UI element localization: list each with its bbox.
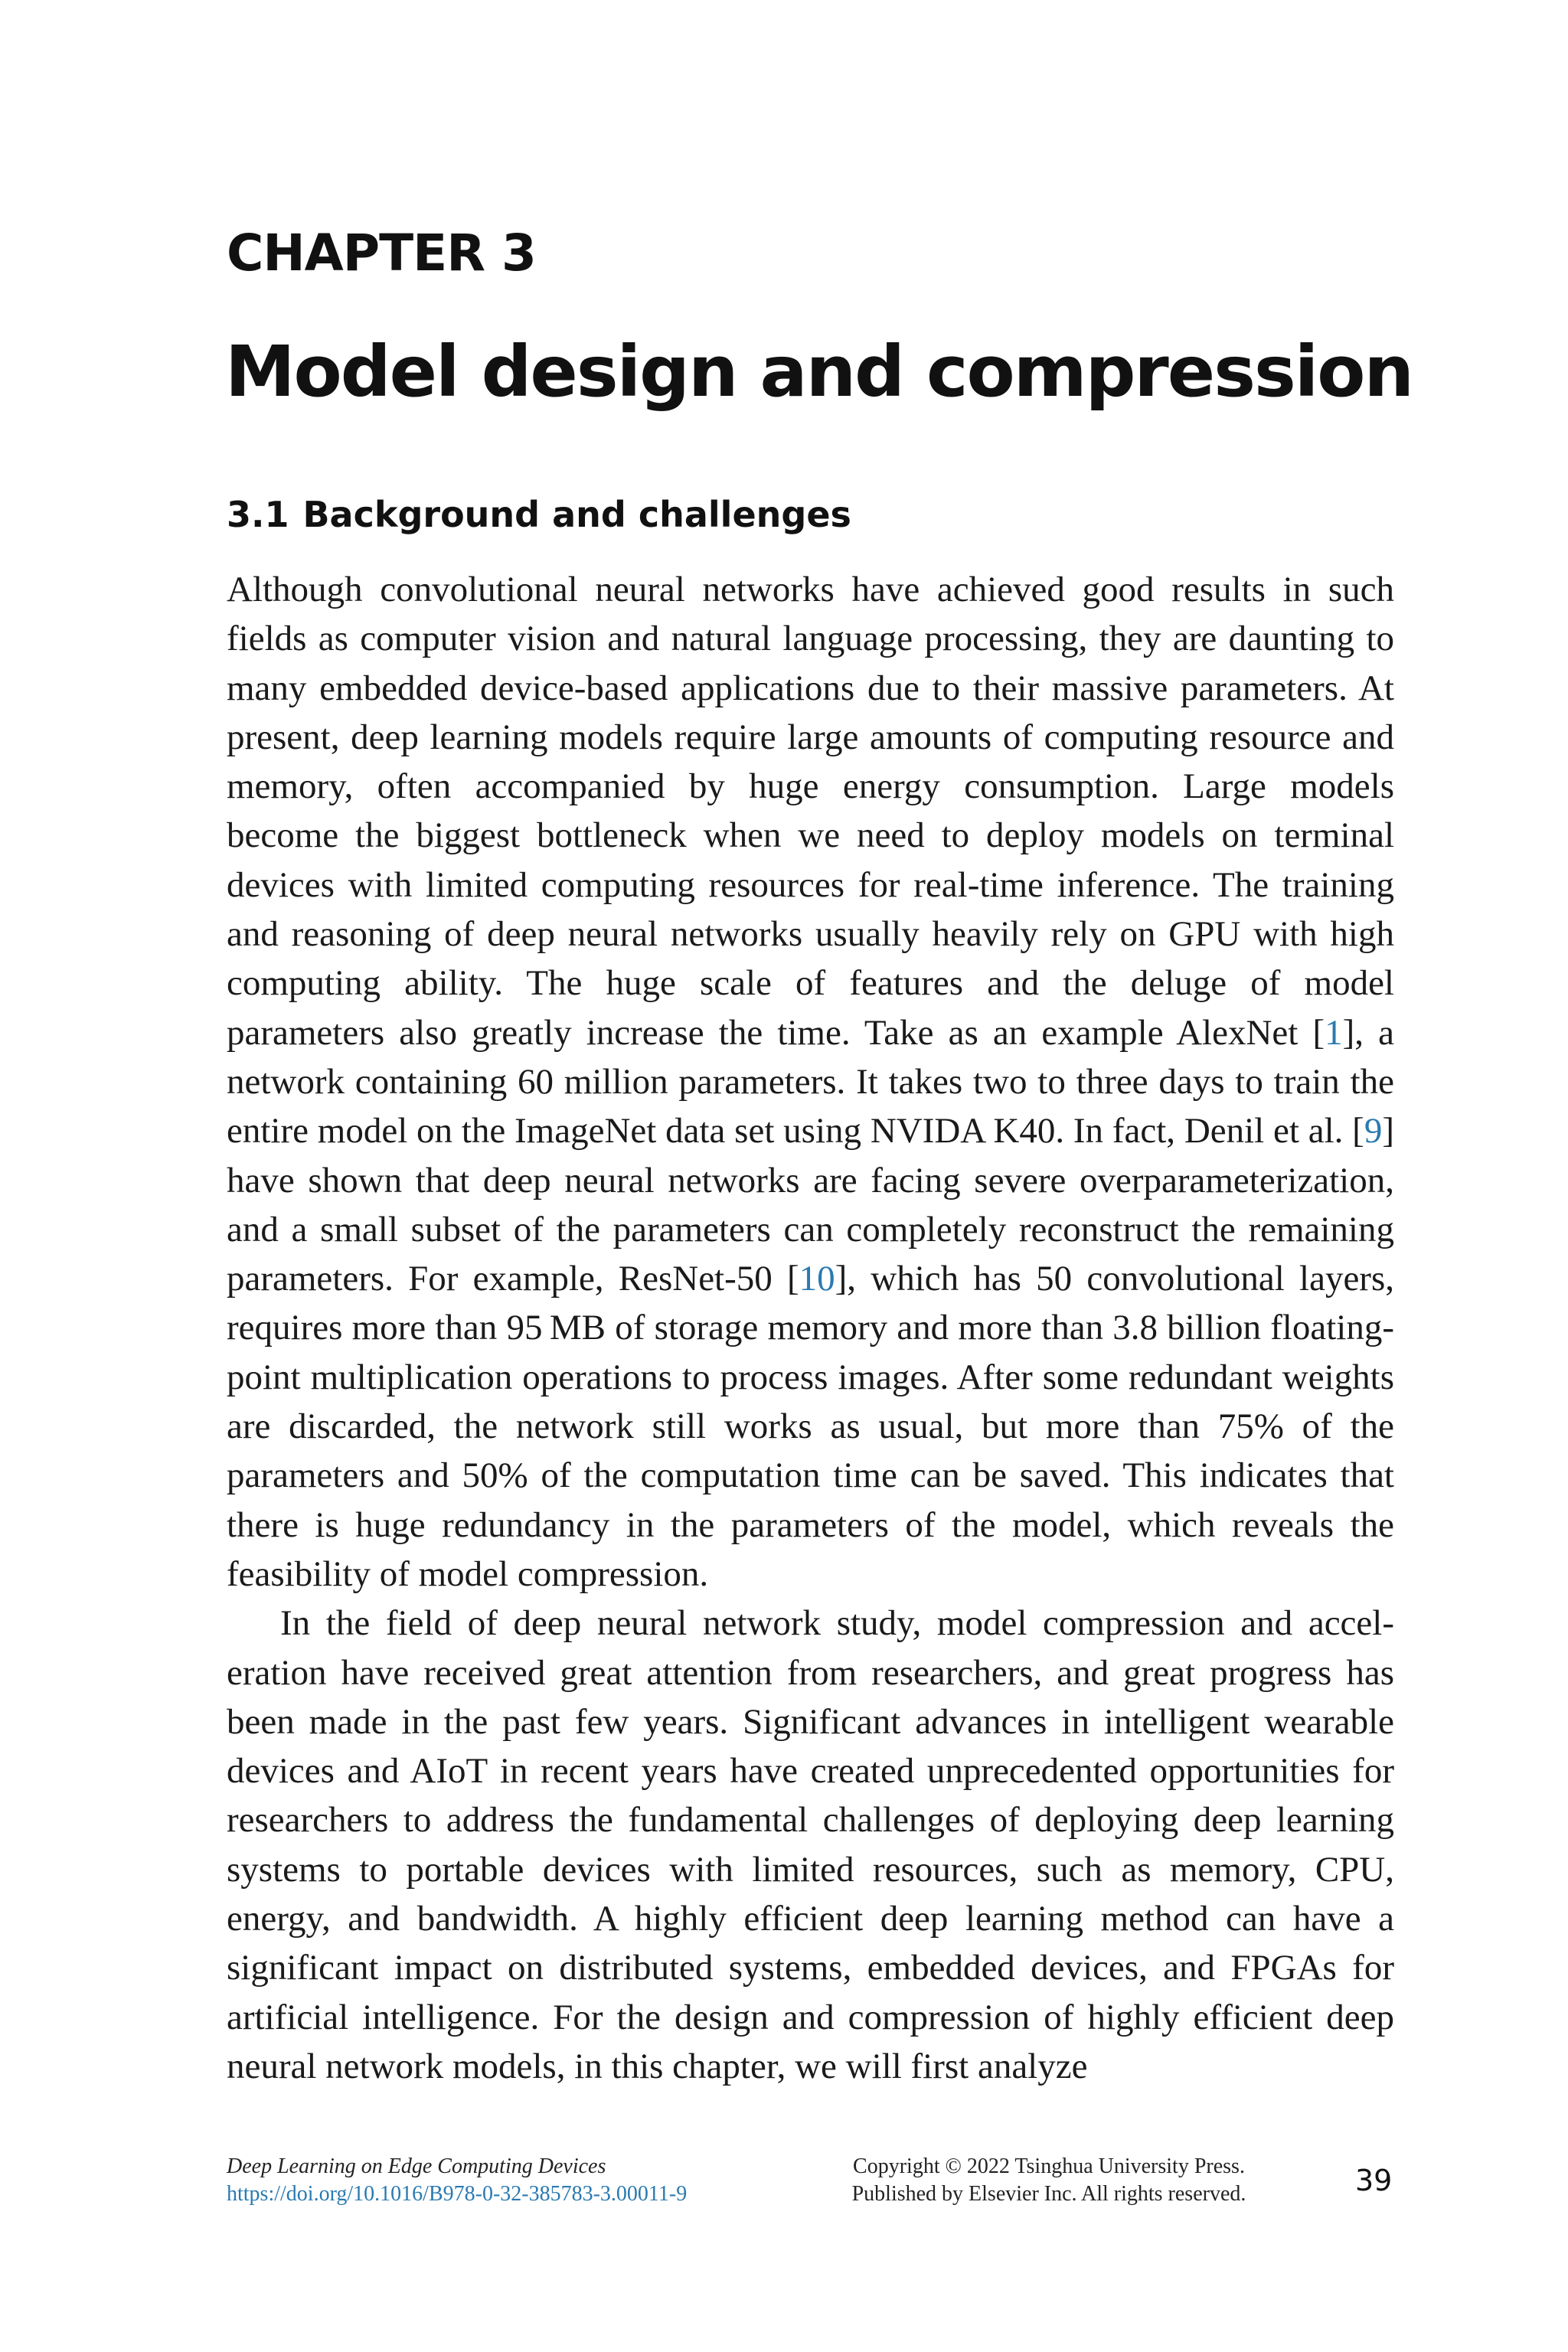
paragraph-1-part-4: ], which has 50 convolutional layers, requires more than 95 MB of storage memory and more than 3.8 billion floating-point multiplication operations to process images. After some redundant weights are discarded, the network still works as usual, but more than 75% of the parameters and 50% of the computation time can be saved. This indicates that there is huge redundancy in the parameters of the model, which reveals the feasibility of model compression. <box>227 1259 1395 1594</box>
section-title: Background and challenges <box>302 494 851 535</box>
chapter-title: Model design and compression <box>225 331 1413 413</box>
section-number: 3.1 <box>227 494 289 535</box>
book-title: Deep Learning on Edge Computing Devices <box>227 2154 606 2178</box>
paragraph-1-part-2: ], a network containing 60 million parameters. It takes two to three days to train the entire model on the ImageNet data set using NVIDA K40. In fact, Denil et al. [ <box>227 1012 1394 1152</box>
citation-link-9[interactable]: 9 <box>1364 1111 1383 1152</box>
citation-link-1[interactable]: 1 <box>1325 1012 1343 1053</box>
publisher-line: Published by Elsevier Inc. All rights reserved. <box>851 2182 1246 2206</box>
paragraph-1-part-1: Although convolutional neural networks have achieved good results in such fields as computer vision and natural language processing, they are daunting to many embedded device-based applications due to their massive parameters. At present, deep learning models require large amounts of computing resource and memory, often accompanied by huge energy consumption. Large models become the biggest bottleneck when we need to deploy models on terminal devices with limited computing resources for real-time inference. The training and reasoning of deep neural networks usually heavily rely on GPU with high computing ability. The huge scale of features and the deluge of model parameters also greatly increase the time. Take as an example AlexNet [ <box>227 570 1394 1053</box>
chapter-label: CHAPTER 3 <box>227 224 536 283</box>
page-number: 39 <box>1355 2164 1393 2197</box>
citation-link-10[interactable]: 10 <box>799 1259 835 1299</box>
doi-link[interactable]: https://doi.org/10.1016/B978-0-32-385783-3.00011-9 <box>227 2182 688 2206</box>
section-heading <box>227 494 851 535</box>
paragraph-1-part-3: ] have shown that deep neural networks are facing severe overparameterization, and a small subset of the parameters can completely reconstruct the remaining parameters. For example, ResNet-50 [ <box>227 1111 1394 1299</box>
footer-copyright <box>819 2153 1279 2208</box>
copyright-line: Copyright © 2022 Tsinghua University Press. <box>853 2154 1245 2178</box>
paragraph-1 <box>227 565 1394 1599</box>
paragraph-2: In the field of deep neural network study, model compression and acceleration have received great attention from researchers, and great progress has been made in the past few years. Significant advances in intelligent wearable devices and AIoT in recent years have created unprecedented opportunities for researchers to address the fundamental challenges of deploying deep learning systems to portable devices with limited resources, such as memory, CPU, energy, and bandwidth. A highly efficient deep learning method can have a significant impact on distributed systems, embedded devices, and FPGAs for artificial intelligence. For the design and compression of highly efficient deep neural network models, in this chapter, we will first analyze <box>227 1603 1394 2086</box>
footer-source <box>227 2153 687 2208</box>
body-text <box>227 565 1394 2091</box>
